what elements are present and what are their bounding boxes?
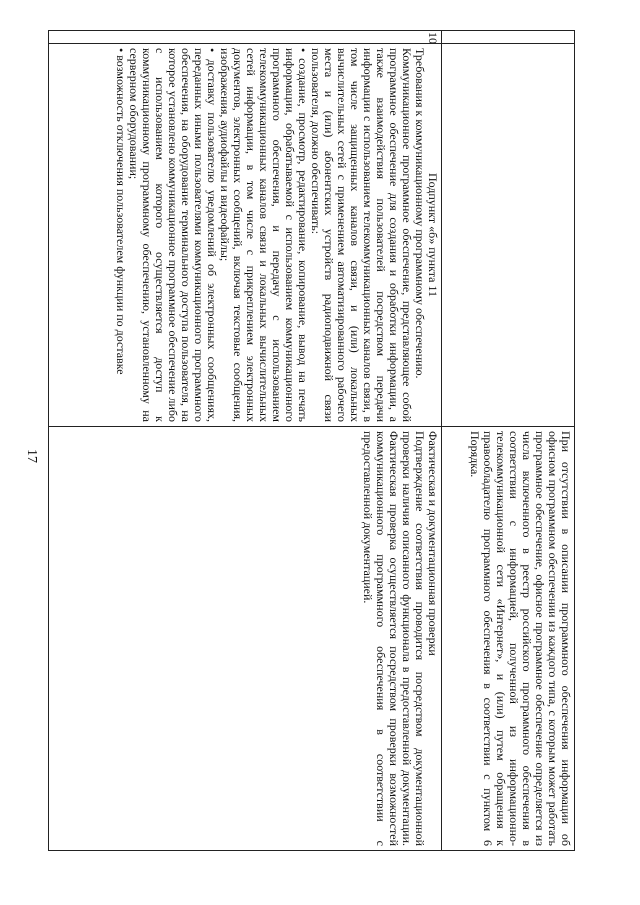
requirements-cell <box>49 44 442 427</box>
verification-cell <box>442 427 575 851</box>
verification-text: Подтверждение соответствия проводится посредством документационной проверки наличия описанного функционала в предоставленной документации. Фактическая проверка осуществляется посредством проверки возможностей коммуникационного программного обеспечения в соответствии с предоставленной документацией. <box>361 431 427 846</box>
requirements-heading: Требования к коммуникационному программному обеспечению. <box>413 48 427 379</box>
requirements-cell <box>442 44 575 427</box>
subpoint-title: Подпункт «б» пункта 11 <box>426 172 440 298</box>
page-number: 17 <box>24 449 39 463</box>
list-item <box>114 48 127 422</box>
bullet-text: • возможность отключения пользователем функции по доставке <box>114 48 128 375</box>
list-item <box>127 48 218 422</box>
rotated-table-container <box>57 30 575 850</box>
table-row <box>49 31 442 851</box>
bullet-text: • создание, просмотр, редактирование, копирование, вывод на печать информации, обрабатываемой с использованием коммуникационного программного обеспечения, и передачу с использованием телекоммуникационных каналов связи и локальных вычислительных сетей информации, в том числе с прикреплением электронных документов, электронных сообщений, включая текстовые сообщения, изображения, аудиофайлы и видеофайлы; <box>218 48 310 422</box>
verification-cell <box>49 427 442 851</box>
list-item <box>218 48 309 422</box>
verification-text: При отсутствии в описании программного обеспечения информации об офисном программном обеспечении из каждого типа, с которым может работать программное обеспечение, офисное программное обеспечение определяется из числа включенного в реестр российского программного обеспечения в соответствии с информацией, полученной из информационно-телекоммуникационной сети «Интернет», и (или) путем обращения к правообладателю программного обеспечения в соответствии с пунктом 6 Порядка. <box>468 431 573 846</box>
requirements-intro: Коммуникационное программное обеспечение, представляющее собой программное обеспечение для создания и обработки информации, а также взаимодействия пользователей посредством передачи информации с использованием телекоммуникационных каналов связи, в том числе защищенных каналов связи, и (или) локальных вычислительных сетей с применением автоматизированного рабочего места и (или) абонентских устройств радиоподвижной связи пользователя, должно обеспечивать: <box>309 48 414 422</box>
verification-title: Фактическая и документационная проверки <box>426 431 440 656</box>
bullet-text: • доставку пользователю уведомлений об электронных сообщениях, переданных иными пользователями коммуникационного программного обеспечения, на оборудование терминального доступа пользователя, на которое установлено коммуникационное программное обеспечение либо с использованием которого осуществляется доступ к коммуникационному программному обеспечению, установленному на серверном оборудовании; <box>127 48 219 422</box>
row-number-cell <box>442 31 575 44</box>
table-row <box>442 31 575 851</box>
requirements-table <box>48 30 575 851</box>
row-number-cell: 10 <box>49 31 442 44</box>
